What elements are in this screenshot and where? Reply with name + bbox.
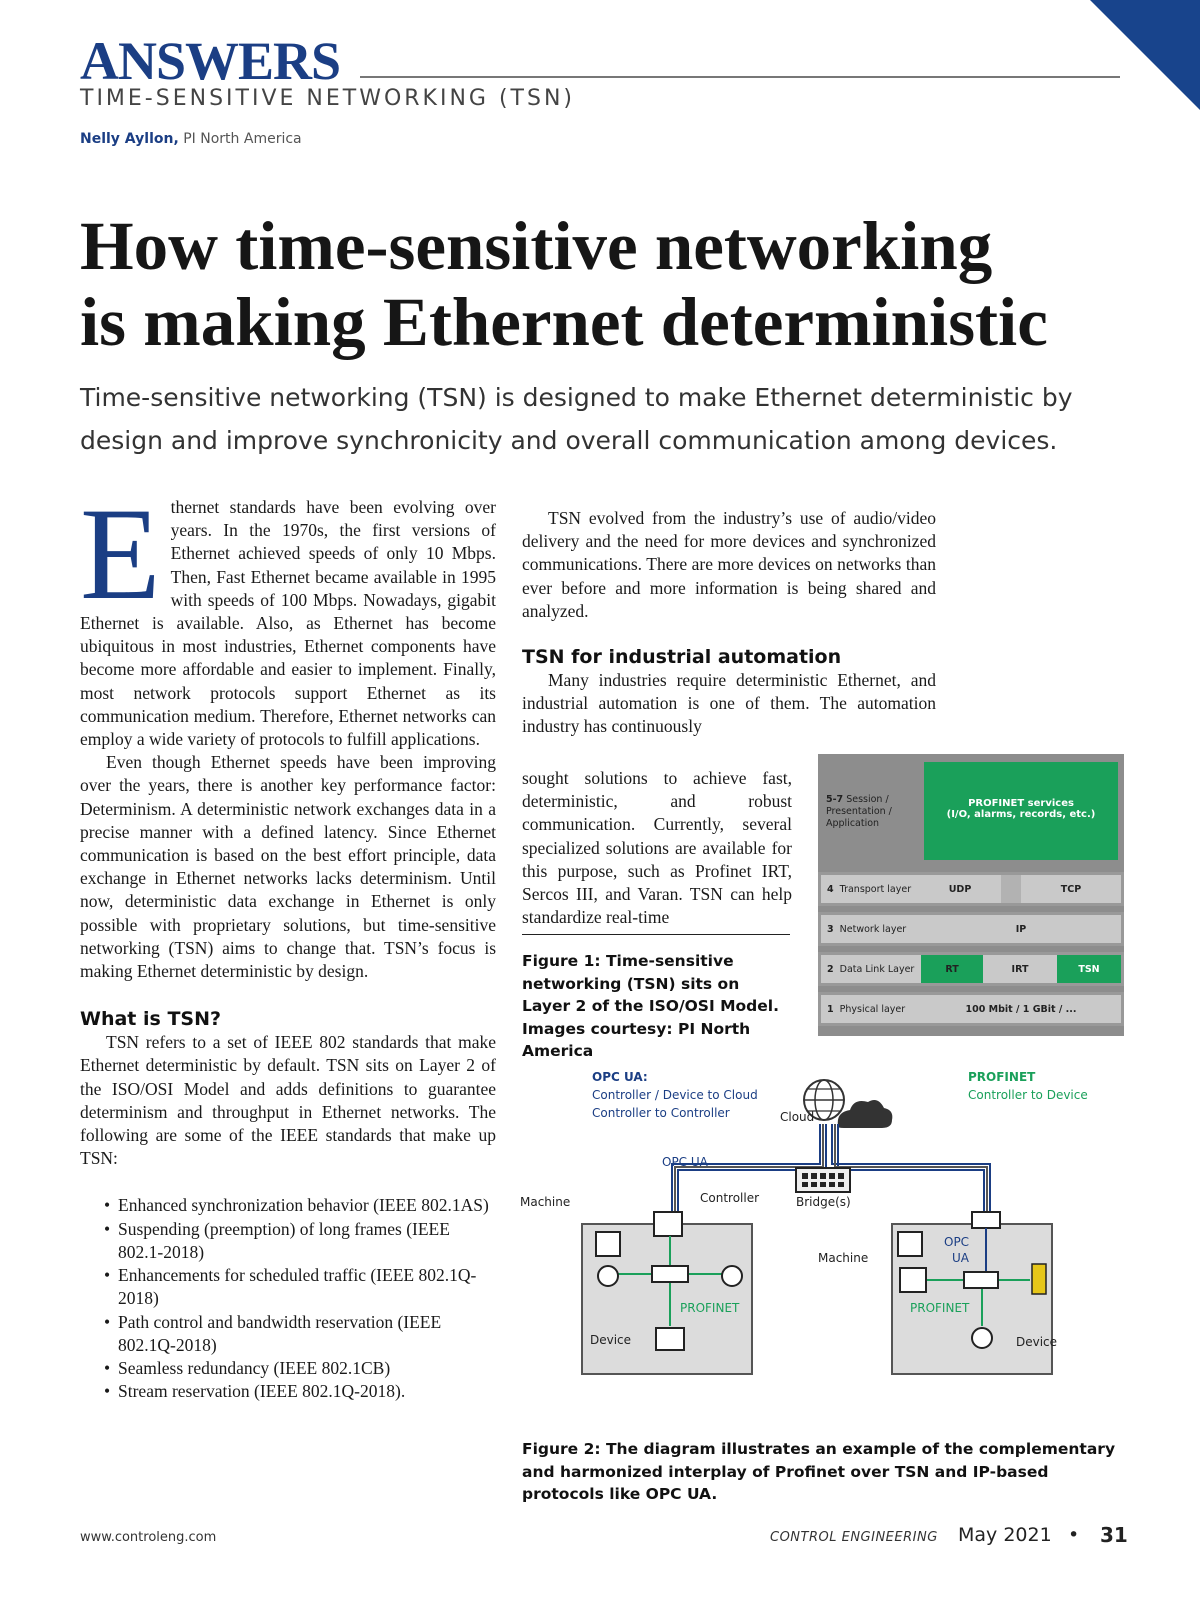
motor-icon-left <box>722 1266 742 1286</box>
section-title: ANSWERS <box>80 31 341 91</box>
profinet-right-label: PROFINET <box>910 1301 970 1315</box>
paragraph-industrial-automation-cont: sought solutions to achieve fast, deterministic, and robust communication. Currently, several specialized solutions are available for this purpose, such as Profinet IRT, Sercos III, and Varan. TSN can help standardize real-time <box>522 768 792 928</box>
list-item: • Enhanced synchronization behavior (IEEE 802.1AS) <box>104 1194 496 1217</box>
cloud-label: Cloud <box>780 1110 815 1124</box>
paragraph-tsn-definition: TSN refers to a set of IEEE 802 standards that make Ethernet deterministic by default. TSN sits on Layer 2 of the ISO/OSI Model and adds definitions to guarantee determinism and throughput in Ethernet networks. The following are some of the IEEE standards that make up TSN: <box>80 1032 496 1169</box>
layer-3-row: 3 Network layer IP <box>818 912 1124 946</box>
author-name: Nelly Ayllon, <box>80 131 179 147</box>
device-right-label: Device <box>1016 1335 1058 1349</box>
cloud-icon <box>838 1100 893 1128</box>
figure-2-network-diagram <box>520 1064 1120 1424</box>
switch-icon-left <box>652 1266 688 1282</box>
opc-label: OPC <box>944 1235 970 1249</box>
headline-line-2: is making Ethernet deterministic <box>80 284 1048 360</box>
paragraph-tsn-evolved: TSN evolved from the industry’s use of audio/video delivery and the need for more devices and synchronized communications. There are more devices on networks than ever before and more information is being shared and analyzed. <box>522 508 936 621</box>
switch-icon-right-top <box>972 1212 1000 1228</box>
profinet-left-label: PROFINET <box>680 1301 740 1315</box>
robot-arm-icon <box>596 1232 620 1256</box>
figure-1-osi-model <box>818 754 1124 1036</box>
subhead-what-is-tsn: What is TSN? <box>80 1008 222 1031</box>
section-rule <box>360 76 1120 78</box>
controller-icon <box>654 1212 682 1236</box>
device-left-label: Device <box>590 1333 632 1347</box>
section-subtitle: TIME-SENSITIVE NETWORKING (TSN) <box>80 86 575 111</box>
column-right-top <box>522 507 936 739</box>
bridge-switch-icon <box>796 1168 850 1192</box>
profinet-line-1: Controller to Device <box>968 1088 1088 1102</box>
ieee-standards-list <box>80 1194 496 1403</box>
list-item: • Stream reservation (IEEE 802.1Q-2018). <box>104 1380 496 1403</box>
paragraph-determinism: Even though Ethernet speeds have been improving over the years, there is another key performance factor: Determinism. A deterministic network exchanges data in a precise manner with a defined latency. Since Ethernet communication is based on the best effort principle, data exchange in Ethernet networks lacks determinism. Until now, deterministic data exchange in Ethernet is only possible with proprietary solutions, but time-sensitive networking (TSN) aims to change that. TSN’s focus is making Ethernet deterministic by design. <box>80 752 496 982</box>
author-affiliation: PI North America <box>183 131 302 147</box>
list-item: • Seamless redundancy (IEEE 802.1CB) <box>104 1357 496 1380</box>
footer-separator: • <box>1068 1524 1080 1546</box>
switch-icon-right <box>964 1272 998 1288</box>
list-item: • Path control and bandwidth reservation (IEEE 802.1Q-2018) <box>104 1311 496 1357</box>
footer-date: May 2021 <box>958 1524 1052 1546</box>
list-item: • Suspending (preemption) of long frames (IEEE 802.1-2018) <box>104 1218 496 1264</box>
bridges-label: Bridge(s) <box>796 1195 851 1209</box>
paragraph-industrial-automation: Many industries require deterministic Ethernet, and industrial automation is one of them. The automation industry has continuously <box>522 670 936 737</box>
list-item: • Enhancements for scheduled traffic (IEEE 802.1Q-2018) <box>104 1264 496 1310</box>
layer-2-row: 2 Data Link Layer RT IRT TSN <box>818 952 1124 986</box>
caption-rule <box>522 934 790 935</box>
sensor-icon-left <box>598 1266 618 1286</box>
drop-cap: E <box>80 480 161 627</box>
byline <box>80 131 302 147</box>
io-device-icon-left <box>656 1328 684 1350</box>
robot-arm-icon <box>898 1232 922 1256</box>
profinet-services-box: PROFINET services (I/O, alarms, records, etc.) <box>924 762 1118 860</box>
footer-magazine: CONTROL ENGINEERING <box>770 1530 938 1545</box>
machine-right-label: Machine <box>818 1251 869 1265</box>
paragraph-intro: thernet standards have been evolving over years. In the 1970s, the first versions of Ethernet achieved speeds of only 10 Mbps. Then, Fast Ethernet became available in 1995 with speeds of 100 Mbps. Nowadays, gigabit Ethernet is available. Also, as Ethernet has become ubiquitous in most industries, Ethernet components have become more affordable and easier to implement. Finally, most network protocols support Ethernet as its communication medium. Therefore, Ethernet networks can employ a wide variety of protocols to fulfill applications. <box>80 497 496 750</box>
opcua-line-2: Controller to Controller <box>592 1106 730 1120</box>
motor-icon-right <box>972 1328 992 1348</box>
column-left <box>80 480 496 1403</box>
opcua-line-1: Controller / Device to Cloud <box>592 1088 758 1102</box>
plc-icon-right <box>900 1268 926 1292</box>
subhead-industrial-automation: TSN for industrial automation <box>522 646 842 669</box>
dek: Time-sensitive networking (TSN) is designed to make Ethernet deterministic by design and improve synchronicity and overall communication among devices. <box>80 383 1073 455</box>
corner-triangle <box>1090 0 1200 110</box>
machine-left-label: Machine <box>520 1195 571 1209</box>
light-curtain-icon <box>1032 1264 1046 1294</box>
layer-4-row: 4 Transport layer UDP TCP <box>818 872 1124 906</box>
headline <box>80 208 1180 360</box>
headline-line-1: How time-sensitive networking <box>80 208 993 284</box>
layer-1-row: 1 Physical layer 100 Mbit / 1 GBit / ... <box>818 992 1124 1026</box>
controller-label: Controller <box>700 1191 760 1205</box>
ua-label: UA <box>952 1251 969 1265</box>
figure-2-caption: Figure 2: The diagram illustrates an example of the complementary and harmonized interplay of Profinet over TSN and IP-based protocols like OPC UA. <box>522 1440 1116 1503</box>
opcua-link-label: OPC UA <box>662 1155 708 1169</box>
layer-5-7-label: 5-7 Session / Presentation / Application <box>826 794 892 829</box>
opcua-title: OPC UA: <box>592 1070 648 1084</box>
profinet-title: PROFINET <box>968 1070 1036 1084</box>
footer-url: www.controleng.com <box>80 1530 217 1545</box>
column-right-wrap <box>522 767 792 929</box>
figure-1-caption: Figure 1: Time-sensitive networking (TSN) sits on Layer 2 of the ISO/OSI Model. Images courtesy: PI North America <box>522 952 779 1060</box>
section-label <box>80 31 341 91</box>
page-number: 31 <box>1100 1523 1128 1547</box>
